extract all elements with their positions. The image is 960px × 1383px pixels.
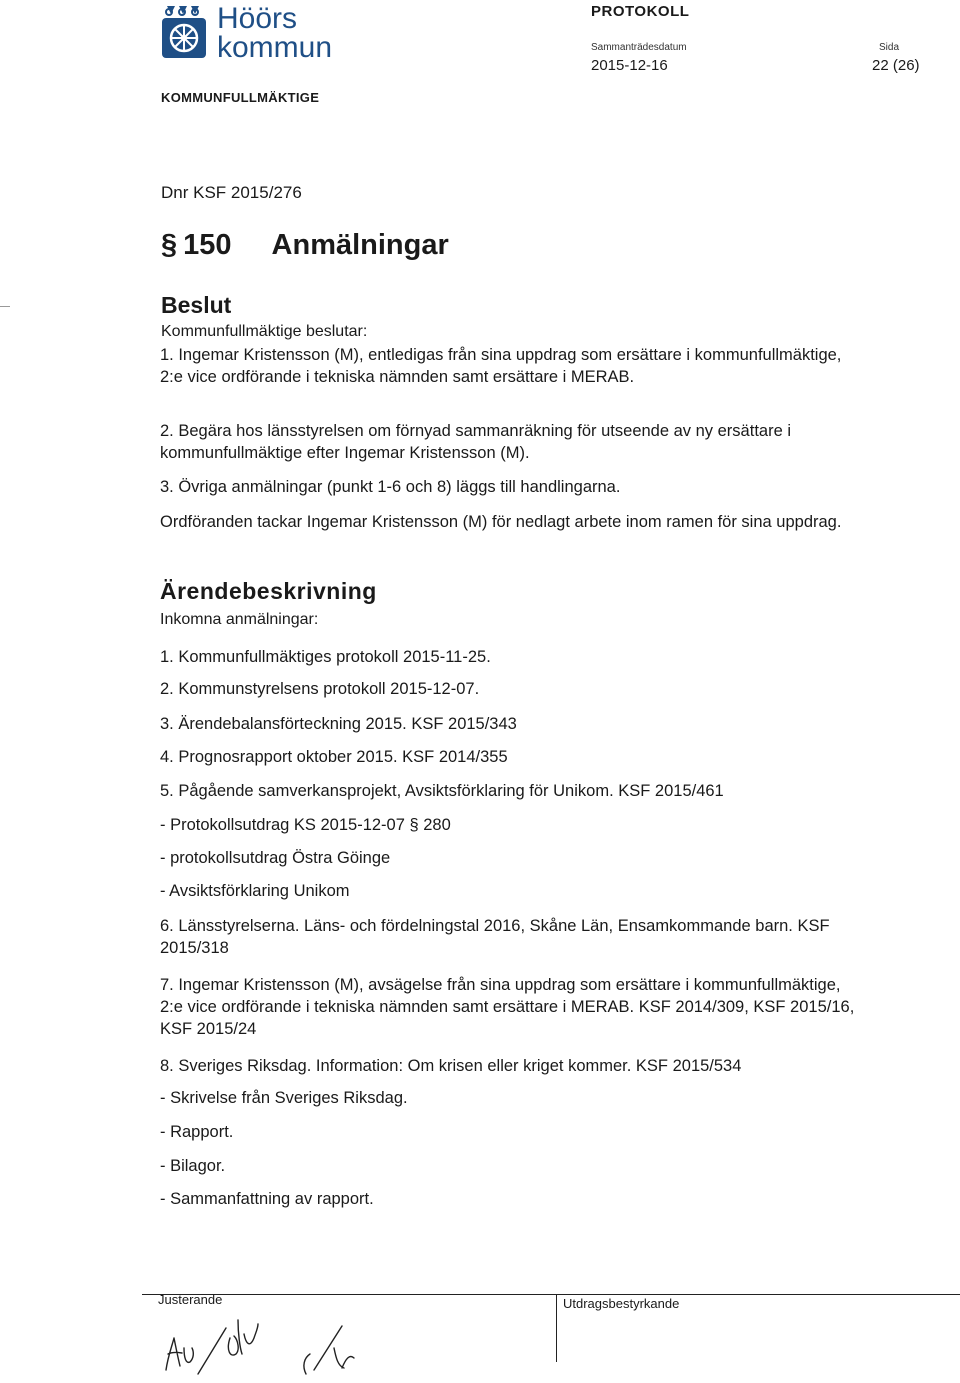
decision-note: Ordföranden tackar Ingemar Kristensson (M) för nedlagt arbete inom ramen för sina uppdrag. <box>160 513 842 531</box>
list-item: 7. Ingemar Kristensson (M), avsägelse från sina uppdrag som ersättare i kommunfullmäktige, 2:e vice ordförande i tekniska nämnden samt ersättare i MERAB. KSF 2014/309, KSF 2015/16, KSF 2015/24 <box>160 976 855 1038</box>
page-label: Sida <box>879 42 900 53</box>
list-item: 5. Pågående samverkansprojekt, Avsiktsförklaring för Unikom. KSF 2015/461 <box>160 782 724 800</box>
extract-certification-label: Utdragsbestyrkande <box>563 1296 680 1311</box>
section-title <box>161 229 449 262</box>
decision-item: 2. Begära hos länsstyrelsen om förnyad sammanräkning för utseende av ny ersättare i kommunfullmäktige efter Ingemar Kristensson (M). <box>160 422 791 462</box>
document-type: PROTOKOLL <box>591 3 690 20</box>
adjuster-label: Justerande <box>158 1292 223 1307</box>
list-item: - Sammanfattning av rapport. <box>160 1190 374 1208</box>
list-item: - Skrivelse från Sveriges Riksdag. <box>160 1089 408 1107</box>
footer-rule <box>142 1294 960 1295</box>
case-description-intro: Inkomna anmälningar: <box>160 611 319 628</box>
decision-heading: Beslut <box>161 292 232 318</box>
meeting-date: 2015-12-16 <box>591 57 668 74</box>
case-description-heading: Ärendebeskrivning <box>160 578 377 604</box>
list-item: 3. Ärendebalansförteckning 2015. KSF 2015/343 <box>160 715 517 733</box>
signature-initials <box>158 1308 378 1380</box>
meeting-date-label: Sammanträdesdatum <box>591 42 687 53</box>
section-name: Anmälningar <box>271 229 449 261</box>
list-item: 1. Kommunfullmäktiges protokoll 2015-11-25. <box>160 648 491 666</box>
decision-item: 1. Ingemar Kristensson (M), entledigas från sina uppdrag som ersättare i kommunfullmäktige, 2:e vice ordförande i tekniska nämnden samt ersättare i MERAB. <box>160 346 842 386</box>
municipality-name-line2: kommun <box>217 31 333 64</box>
municipality-name-line1: Höörs <box>217 2 298 35</box>
list-item: 4. Prognosrapport oktober 2015. KSF 2014/355 <box>160 748 508 766</box>
list-item: - Protokollsutdrag KS 2015-12-07 § 280 <box>160 816 451 834</box>
committee-name: KOMMUNFULLMÄKTIGE <box>161 90 320 105</box>
scan-margin-mark <box>0 306 10 307</box>
case-reference: Dnr KSF 2015/276 <box>161 183 302 202</box>
list-item: 6. Länsstyrelserna. Läns- och fördelningstal 2016, Skåne Län, Ensamkommande barn. KSF 2015/318 <box>160 917 830 957</box>
decision-item: 3. Övriga anmälningar (punkt 1-6 och 8) läggs till handlingarna. <box>160 478 621 496</box>
list-item: 2. Kommunstyrelsens protokoll 2015-12-07. <box>160 680 480 698</box>
list-item: 8. Sveriges Riksdag. Information: Om krisen eller kriget kommer. KSF 2015/534 <box>160 1057 742 1075</box>
section-symbol: § <box>161 229 178 261</box>
decision-intro: Kommunfullmäktige beslutar: <box>161 323 368 340</box>
list-item: - Rapport. <box>160 1123 234 1141</box>
coat-of-arms-icon <box>161 4 209 60</box>
list-item: - protokollsutdrag Östra Göinge <box>160 849 391 867</box>
municipality-name <box>217 4 332 62</box>
list-item: - Bilagor. <box>160 1157 226 1175</box>
list-item: - Avsiktsförklaring Unikom <box>160 882 350 900</box>
municipality-logo <box>161 4 371 62</box>
page-number: 22 (26) <box>872 57 920 74</box>
footer-divider <box>556 1294 557 1362</box>
section-number: 150 <box>183 229 232 261</box>
